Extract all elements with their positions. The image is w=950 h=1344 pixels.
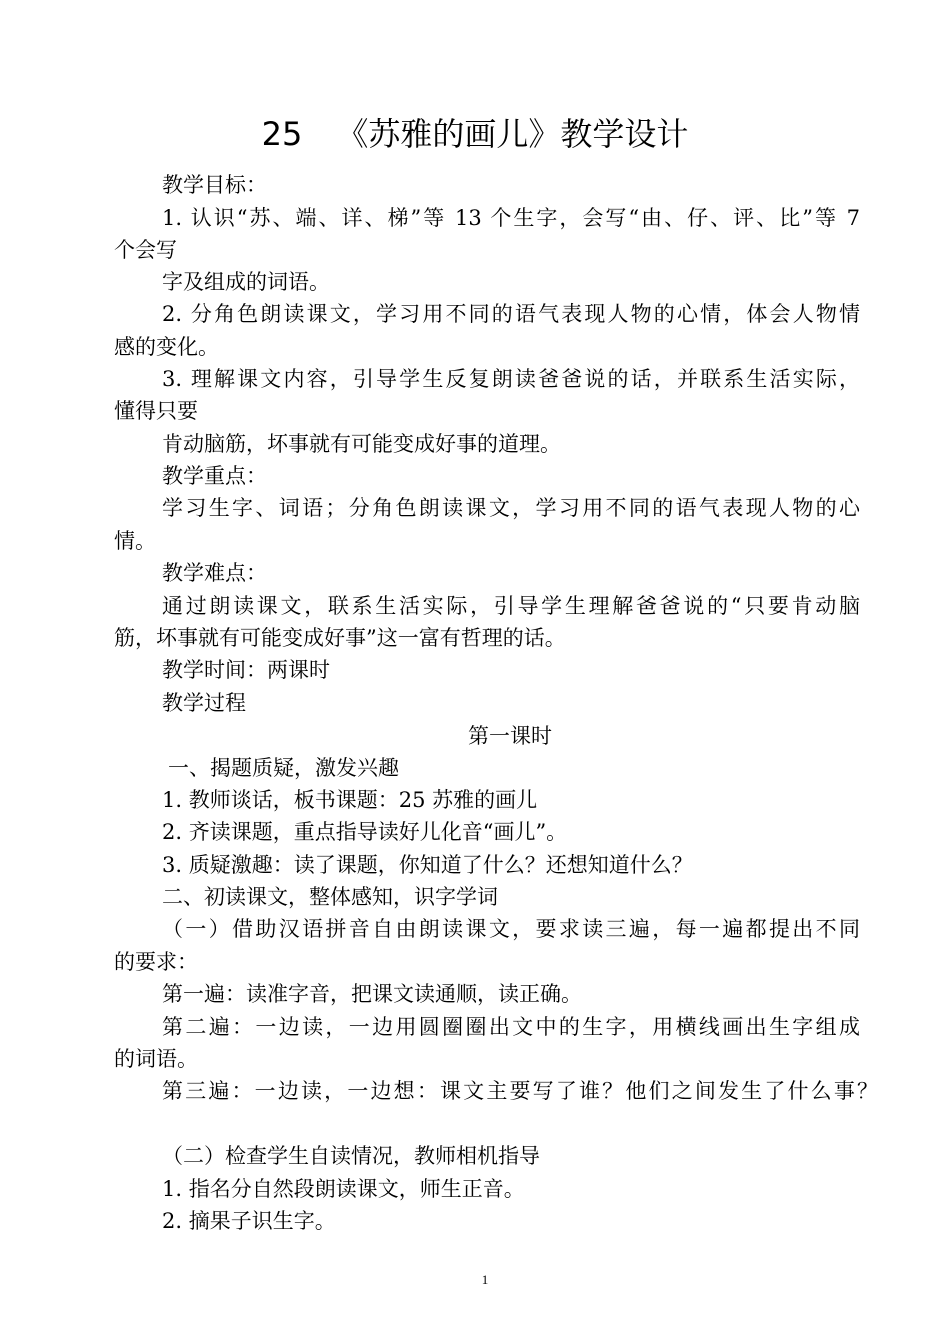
text-line: 3. 质疑激趣：读了课题，你知道了什么？还想知道什么？	[162, 853, 693, 877]
text-line: 2. 齐读课题，重点指导读好儿化音“画儿”。	[162, 820, 568, 844]
text-line: 1. 认识“苏、端、详、梯”等 13 个生字，会写“由、仔、评、比”等 7	[162, 206, 860, 230]
document-title	[0, 112, 950, 156]
text-line: 第二遍：一边读，一边用圆圈圈出文中的生字，用横线画出生字组成	[162, 1015, 860, 1039]
title-number: 25	[261, 115, 303, 153]
text-line: 教学难点：	[162, 561, 267, 585]
text-line: 2. 分角色朗读课文，学习用不同的语气表现人物的心情，体会人物情	[162, 302, 860, 326]
text-line: 情。	[114, 529, 156, 553]
text-line: 第三遍：一边读，一边想：课文主要写了谁？他们之间发生了什么事？	[162, 1079, 878, 1103]
page-number: 1	[481, 1272, 489, 1287]
text-line: 感的变化。	[114, 335, 219, 359]
text-line: 1. 教师谈话，板书课题：25 苏雅的画儿	[162, 788, 538, 812]
text-line: 学习生字、词语；分角色朗读课文，学习用不同的语气表现人物的心	[162, 496, 860, 520]
text-line: 个会写	[114, 238, 177, 262]
text-line: 2. 摘果子识生字。	[162, 1209, 336, 1233]
text-line: 字及组成的词语。	[162, 270, 330, 294]
text-line: （一）借助汉语拼音自由朗读课文，要求读三遍，每一遍都提出不同	[162, 917, 860, 941]
text-line: 筋，坏事就有可能变成好事”这一富有哲理的话。	[114, 626, 566, 650]
text-line: （二）检查学生自读情况，教师相机指导	[162, 1144, 540, 1168]
text-line: 3. 理解课文内容，引导学生反复朗读爸爸说的话，并联系生活实际，	[162, 367, 860, 391]
text-line: 一、揭题质疑，激发兴趣	[168, 756, 399, 780]
text-line: 教学目标：	[162, 173, 267, 197]
text-line: 通过朗读课文，联系生活实际，引导学生理解爸爸说的“只要肯动脑	[162, 594, 860, 618]
text-line: 1. 指名分自然段朗读课文，师生正音。	[162, 1177, 525, 1201]
section-heading: 第一课时	[468, 724, 552, 748]
text-line: 的词语。	[114, 1047, 198, 1071]
title-text: 《苏雅的画儿》教学设计	[336, 115, 689, 153]
text-line: 二、初读课文，整体感知，识字学词	[162, 885, 498, 909]
text-line: 教学时间：两课时	[162, 658, 330, 682]
text-line: 懂得只要	[114, 399, 198, 423]
text-line: 第一遍：读准字音，把课文读通顺，读正确。	[162, 982, 582, 1006]
text-line: 肯动脑筋，坏事就有可能变成好事的道理。	[162, 432, 561, 456]
text-line: 的要求：	[114, 950, 198, 974]
text-line: 教学重点：	[162, 464, 267, 488]
text-line: 教学过程	[162, 691, 246, 715]
